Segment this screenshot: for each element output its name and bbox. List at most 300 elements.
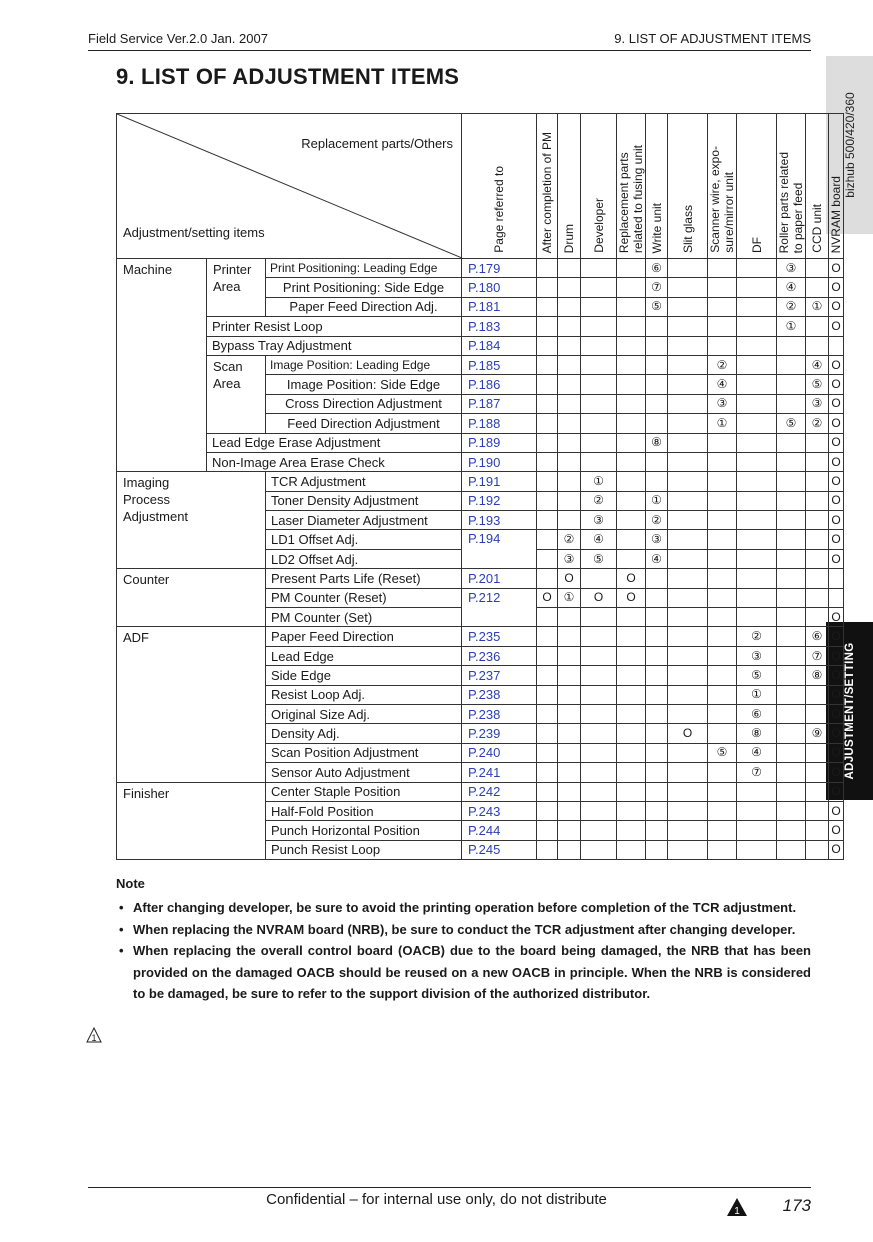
mark-cell: O xyxy=(829,472,844,491)
mark-cell: ⑦ xyxy=(806,646,829,665)
column-header xyxy=(737,114,777,259)
mark-cell xyxy=(737,608,777,627)
mark-cell xyxy=(558,297,581,316)
mark-cell xyxy=(777,724,806,743)
mark-cell xyxy=(558,375,581,394)
mark-cell xyxy=(537,801,558,820)
mark-cell: O xyxy=(829,433,844,452)
mark-cell xyxy=(581,414,617,433)
mark-cell xyxy=(581,297,617,316)
column-header-label: Write unit xyxy=(649,202,664,253)
column-header xyxy=(708,114,737,259)
mark-cell xyxy=(537,394,558,413)
table-row xyxy=(117,472,844,491)
mark-cell xyxy=(829,569,844,588)
mark-cell xyxy=(581,646,617,665)
item-name: Feed Direction Adjustment xyxy=(266,414,462,433)
mark-cell xyxy=(737,472,777,491)
mark-cell xyxy=(806,259,829,278)
item-name: Print Positioning: Leading Edge xyxy=(266,259,462,278)
column-header-label: Replacement parts related to fusing unit xyxy=(617,144,645,253)
header-rule xyxy=(88,50,811,51)
mark-cell xyxy=(537,569,558,588)
table-row xyxy=(117,336,844,355)
mark-cell xyxy=(581,608,617,627)
page-reference: P.244 xyxy=(462,821,537,840)
mark-cell xyxy=(537,821,558,840)
page-reference: P.181 xyxy=(462,297,537,316)
warning-triangle-icon xyxy=(86,1027,102,1043)
mark-cell xyxy=(708,569,737,588)
mark-cell: ② xyxy=(558,530,581,549)
mark-cell: O xyxy=(617,588,646,607)
mark-cell xyxy=(581,801,617,820)
mark-cell xyxy=(668,646,708,665)
note-item: • After changing developer, be sure to avoid the printing operation before completion of the TCR adjustment. xyxy=(116,897,811,919)
item-name: Density Adj. xyxy=(266,724,462,743)
mark-cell xyxy=(537,297,558,316)
mark-cell: ② xyxy=(737,627,777,646)
mark-cell xyxy=(737,452,777,471)
header-left: Field Service Ver.2.0 Jan. 2007 xyxy=(88,31,268,46)
mark-cell xyxy=(708,472,737,491)
mark-cell: ⑧ xyxy=(806,666,829,685)
mark-cell: ③ xyxy=(777,259,806,278)
model-side-tab-label: bizhub 500/420/360 xyxy=(842,92,857,198)
mark-cell: ⑤ xyxy=(806,375,829,394)
mark-cell xyxy=(558,763,581,782)
mark-cell xyxy=(777,840,806,859)
page-reference: P.192 xyxy=(462,491,537,510)
mark-cell xyxy=(558,704,581,723)
mark-cell xyxy=(617,743,646,762)
mark-cell xyxy=(737,297,777,316)
mark-cell xyxy=(581,743,617,762)
column-header xyxy=(646,114,668,259)
mark-cell xyxy=(558,821,581,840)
page-reference: P.179 xyxy=(462,259,537,278)
mark-cell xyxy=(668,588,708,607)
mark-cell xyxy=(668,549,708,568)
mark-cell xyxy=(806,840,829,859)
mark-cell: ① xyxy=(581,472,617,491)
item-name: Laser Diameter Adjustment xyxy=(266,511,462,530)
mark-cell xyxy=(646,414,668,433)
mark-cell xyxy=(581,336,617,355)
mark-cell xyxy=(668,375,708,394)
mark-cell: ② xyxy=(777,297,806,316)
column-header-label: CCD unit xyxy=(810,204,824,253)
mark-cell xyxy=(581,394,617,413)
mark-cell xyxy=(777,685,806,704)
mark-cell xyxy=(617,414,646,433)
mark-cell xyxy=(646,743,668,762)
mark-cell: ⑥ xyxy=(646,259,668,278)
mark-cell: O xyxy=(829,394,844,413)
mark-cell: O xyxy=(829,317,844,336)
mark-cell: ③ xyxy=(737,646,777,665)
mark-cell xyxy=(668,433,708,452)
mark-cell xyxy=(777,763,806,782)
mark-cell xyxy=(777,530,806,549)
mark-cell: O xyxy=(829,355,844,374)
item-name: Image Position: Side Edge xyxy=(266,375,462,394)
mark-cell xyxy=(806,704,829,723)
page-reference: P.186 xyxy=(462,375,537,394)
mark-cell xyxy=(537,763,558,782)
corner-label-items: Adjustment/setting items xyxy=(123,225,265,240)
mark-cell xyxy=(737,530,777,549)
mark-cell xyxy=(537,355,558,374)
mark-cell xyxy=(806,530,829,549)
mark-cell xyxy=(537,782,558,801)
corner-label-parts: Replacement parts/Others xyxy=(301,136,453,151)
item-name: Print Positioning: Side Edge xyxy=(266,278,462,297)
mark-cell: O xyxy=(829,259,844,278)
mark-cell: O xyxy=(829,646,844,665)
mark-cell xyxy=(537,259,558,278)
mark-cell xyxy=(806,549,829,568)
mark-cell: O xyxy=(829,627,844,646)
mark-cell: ⑥ xyxy=(806,627,829,646)
mark-cell xyxy=(708,763,737,782)
page-reference: P.189 xyxy=(462,433,537,452)
item-name: Paper Feed Direction Adj. xyxy=(266,297,462,316)
mark-cell xyxy=(581,840,617,859)
mark-cell xyxy=(777,569,806,588)
mark-cell: ② xyxy=(581,491,617,510)
item-name: TCR Adjustment xyxy=(266,472,462,491)
mark-cell xyxy=(708,821,737,840)
mark-cell xyxy=(708,801,737,820)
mark-cell: ⑤ xyxy=(581,549,617,568)
mark-cell: ③ xyxy=(646,530,668,549)
warning-triangle-icon xyxy=(727,1198,747,1216)
mark-cell: ① xyxy=(777,317,806,336)
mark-cell xyxy=(737,549,777,568)
mark-cell: ⑧ xyxy=(646,433,668,452)
mark-cell: ④ xyxy=(646,549,668,568)
mark-cell xyxy=(777,394,806,413)
mark-cell xyxy=(777,666,806,685)
mark-cell xyxy=(708,511,737,530)
mark-cell xyxy=(617,278,646,297)
mark-cell: O xyxy=(668,724,708,743)
mark-cell xyxy=(537,317,558,336)
mark-cell xyxy=(558,472,581,491)
mark-cell xyxy=(617,549,646,568)
mark-cell xyxy=(737,840,777,859)
mark-cell xyxy=(558,724,581,743)
mark-cell: ② xyxy=(646,511,668,530)
column-header xyxy=(777,114,806,259)
mark-cell xyxy=(537,549,558,568)
mark-cell xyxy=(617,627,646,646)
table-row xyxy=(117,317,844,336)
page-reference: P.201 xyxy=(462,569,537,588)
mark-cell xyxy=(668,414,708,433)
mark-cell: O xyxy=(829,704,844,723)
mark-cell xyxy=(708,608,737,627)
mark-cell: ⑤ xyxy=(646,297,668,316)
table-row xyxy=(117,627,844,646)
mark-cell xyxy=(537,840,558,859)
mark-cell xyxy=(668,763,708,782)
mark-cell xyxy=(558,317,581,336)
item-name: Paper Feed Direction xyxy=(266,627,462,646)
item-name: Side Edge xyxy=(266,666,462,685)
mark-cell xyxy=(737,336,777,355)
column-header-label: Page referred to xyxy=(492,166,506,253)
page-reference: P.191 xyxy=(462,472,537,491)
mark-cell xyxy=(558,452,581,471)
mark-cell xyxy=(646,472,668,491)
mark-cell xyxy=(737,511,777,530)
mark-cell xyxy=(777,743,806,762)
mark-cell xyxy=(617,511,646,530)
group-label: Counter xyxy=(117,569,266,627)
mark-cell xyxy=(617,821,646,840)
mark-cell xyxy=(737,588,777,607)
mark-cell xyxy=(708,297,737,316)
mark-cell xyxy=(617,685,646,704)
mark-cell xyxy=(806,491,829,510)
mark-cell xyxy=(708,317,737,336)
mark-cell: ② xyxy=(806,414,829,433)
mark-cell: ④ xyxy=(581,530,617,549)
mark-cell xyxy=(777,336,806,355)
item-name: PM Counter (Set) xyxy=(266,608,462,627)
mark-cell xyxy=(806,763,829,782)
mark-cell xyxy=(646,375,668,394)
mark-cell xyxy=(646,801,668,820)
mark-cell: O xyxy=(829,724,844,743)
group-label: Machine xyxy=(117,259,207,472)
mark-cell xyxy=(646,782,668,801)
mark-cell xyxy=(806,588,829,607)
item-name: Punch Resist Loop xyxy=(266,840,462,859)
mark-cell xyxy=(646,394,668,413)
mark-cell xyxy=(617,763,646,782)
mark-cell xyxy=(581,452,617,471)
mark-cell xyxy=(668,608,708,627)
mark-cell xyxy=(806,782,829,801)
mark-cell: ③ xyxy=(581,511,617,530)
mark-cell xyxy=(646,452,668,471)
column-header xyxy=(668,114,708,259)
mark-cell xyxy=(668,704,708,723)
subgroup-label: Printer Area xyxy=(207,259,266,317)
mark-cell xyxy=(668,530,708,549)
mark-cell xyxy=(558,840,581,859)
mark-cell: ④ xyxy=(777,278,806,297)
mark-cell xyxy=(617,782,646,801)
item-name: Punch Horizontal Position xyxy=(266,821,462,840)
page-reference: P.239 xyxy=(462,724,537,743)
table-row xyxy=(117,433,844,452)
mark-cell xyxy=(558,627,581,646)
table-row xyxy=(117,782,844,801)
mark-cell xyxy=(537,646,558,665)
mark-cell xyxy=(668,491,708,510)
mark-cell xyxy=(829,588,844,607)
mark-cell xyxy=(617,840,646,859)
mark-cell xyxy=(646,608,668,627)
item-name: Scan Position Adjustment xyxy=(266,743,462,762)
item-name: LD1 Offset Adj. xyxy=(266,530,462,549)
mark-cell: O xyxy=(829,743,844,762)
column-header xyxy=(617,114,646,259)
mark-cell xyxy=(737,259,777,278)
mark-cell xyxy=(558,801,581,820)
mark-cell xyxy=(668,394,708,413)
mark-cell xyxy=(737,782,777,801)
mark-cell xyxy=(581,569,617,588)
mark-cell xyxy=(537,530,558,549)
mark-cell: O xyxy=(829,782,844,801)
mark-cell xyxy=(646,588,668,607)
mark-cell xyxy=(558,336,581,355)
column-header-label: Drum xyxy=(562,223,576,253)
mark-cell xyxy=(777,801,806,820)
mark-cell xyxy=(581,259,617,278)
mark-cell: ④ xyxy=(737,743,777,762)
item-name: LD2 Offset Adj. xyxy=(266,549,462,568)
mark-cell xyxy=(558,646,581,665)
mark-cell xyxy=(537,336,558,355)
mark-cell xyxy=(777,821,806,840)
mark-cell xyxy=(668,511,708,530)
mark-cell xyxy=(537,375,558,394)
page-number: 173 xyxy=(782,1196,811,1215)
mark-cell xyxy=(668,278,708,297)
mark-cell xyxy=(806,317,829,336)
group-label: Finisher xyxy=(117,782,266,860)
mark-cell xyxy=(777,782,806,801)
mark-cell xyxy=(708,704,737,723)
mark-cell xyxy=(581,821,617,840)
mark-cell xyxy=(558,608,581,627)
group-label: ADF xyxy=(117,627,266,782)
mark-cell xyxy=(806,433,829,452)
mark-cell xyxy=(708,259,737,278)
page-reference: P.190 xyxy=(462,452,537,471)
mark-cell xyxy=(806,278,829,297)
mark-cell xyxy=(617,530,646,549)
page-reference: P.194 xyxy=(462,530,537,569)
mark-cell xyxy=(617,646,646,665)
mark-cell xyxy=(737,491,777,510)
mark-cell xyxy=(558,259,581,278)
svg-text:1: 1 xyxy=(91,1033,97,1043)
mark-cell xyxy=(737,317,777,336)
mark-cell xyxy=(777,588,806,607)
mark-cell: ⑤ xyxy=(708,743,737,762)
mark-cell xyxy=(581,375,617,394)
mark-cell xyxy=(708,588,737,607)
mark-cell xyxy=(617,452,646,471)
mark-cell xyxy=(777,452,806,471)
mark-cell: ⑨ xyxy=(806,724,829,743)
table-row xyxy=(117,259,844,278)
column-header xyxy=(462,114,537,259)
mark-cell: ⑤ xyxy=(737,666,777,685)
column-header-label: After completion of PM xyxy=(540,131,554,253)
mark-cell xyxy=(646,704,668,723)
item-name: Image Position: Leading Edge xyxy=(266,355,462,374)
mark-cell xyxy=(581,317,617,336)
mark-cell xyxy=(708,433,737,452)
mark-cell: O xyxy=(829,840,844,859)
item-name: Printer Resist Loop xyxy=(207,317,462,336)
mark-cell xyxy=(806,608,829,627)
mark-cell xyxy=(646,627,668,646)
mark-cell xyxy=(806,743,829,762)
page-reference: P.238 xyxy=(462,685,537,704)
mark-cell xyxy=(668,743,708,762)
column-header-label: Scanner wire, expo- sure/mirror unit xyxy=(708,146,736,253)
item-name: Sensor Auto Adjustment xyxy=(266,763,462,782)
page-reference: P.212 xyxy=(462,588,537,627)
column-header-label: Slit glass xyxy=(680,204,695,253)
mark-cell xyxy=(668,472,708,491)
mark-cell xyxy=(581,355,617,374)
mark-cell: O xyxy=(829,821,844,840)
page-reference: P.184 xyxy=(462,336,537,355)
mark-cell xyxy=(708,491,737,510)
mark-cell xyxy=(806,685,829,704)
table-corner-cell xyxy=(117,114,462,259)
item-name: PM Counter (Reset) xyxy=(266,588,462,607)
footer-confidential: Confidential – for internal use only, do not distribute xyxy=(266,1191,607,1208)
mark-cell xyxy=(581,763,617,782)
mark-cell xyxy=(737,394,777,413)
item-name: Original Size Adj. xyxy=(266,704,462,723)
mark-cell xyxy=(737,433,777,452)
page-reference: P.240 xyxy=(462,743,537,762)
mark-cell xyxy=(737,355,777,374)
mark-cell: ⑦ xyxy=(737,763,777,782)
column-header-label: DF xyxy=(749,237,764,253)
mark-cell xyxy=(708,782,737,801)
mark-cell: O xyxy=(829,297,844,316)
column-header-label: NVRAM board xyxy=(829,175,843,253)
mark-cell: ⑥ xyxy=(737,704,777,723)
mark-cell xyxy=(646,666,668,685)
mark-cell xyxy=(668,355,708,374)
mark-cell xyxy=(646,724,668,743)
mark-cell: ① xyxy=(708,414,737,433)
mark-cell xyxy=(646,840,668,859)
mark-cell: O xyxy=(537,588,558,607)
mark-cell xyxy=(737,569,777,588)
table-row xyxy=(117,355,844,374)
mark-cell xyxy=(708,666,737,685)
mark-cell xyxy=(708,278,737,297)
page-reference: P.183 xyxy=(462,317,537,336)
note-item: • When replacing the overall control board (OACB) due to the board being damaged, the NRB that has been provided on the damaged OACB should be reused on a new OACB in principle. When the NRB is considered to be damaged, be sure to refer to the support division of the authorized distributor. xyxy=(116,940,811,1005)
adjustment-table xyxy=(116,113,844,860)
mark-cell xyxy=(617,724,646,743)
mark-cell xyxy=(737,801,777,820)
mark-cell xyxy=(581,433,617,452)
mark-cell xyxy=(708,840,737,859)
mark-cell xyxy=(708,724,737,743)
note-list xyxy=(116,897,811,1005)
mark-cell xyxy=(737,414,777,433)
mark-cell xyxy=(668,782,708,801)
table-row xyxy=(117,569,844,588)
